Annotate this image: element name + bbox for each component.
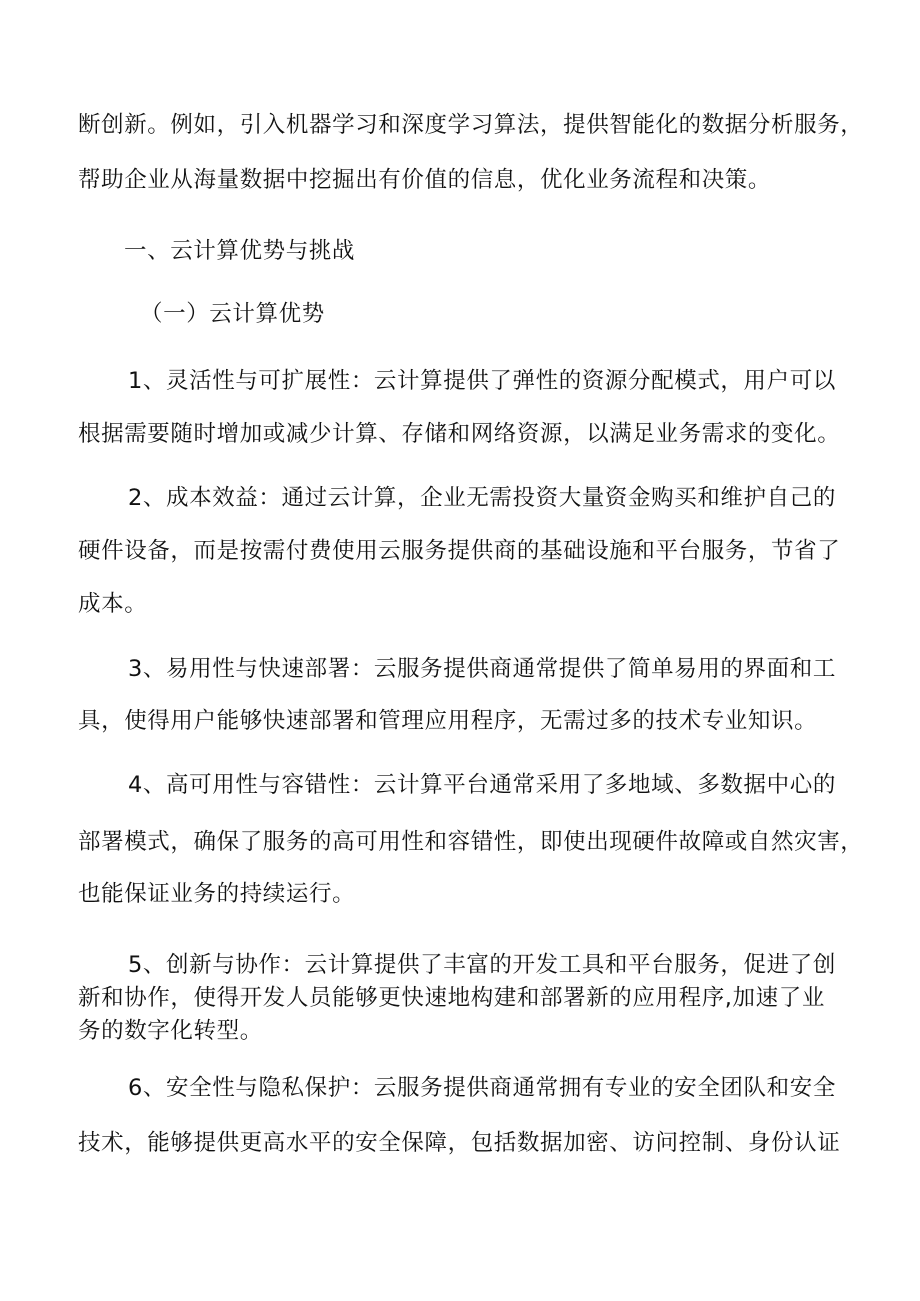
list-item-1-line: 1、灵活性与可扩展性：云计算提供了弹性的资源分配模式，用户可以 <box>128 368 836 394</box>
subsection-heading: （一）云计算优势 <box>140 301 325 327</box>
list-item-1-line: 根据需要随时增加或减少计算、存储和网络资源，以满足业务需求的变化。 <box>78 421 841 447</box>
list-item-3-line: 具，使得用户能够快速部署和管理应用程序，无需过多的技术专业知识。 <box>78 708 818 734</box>
list-item-6-line: 6、安全性与隐私保护：云服务提供商通常拥有专业的安全团队和安全 <box>128 1075 836 1101</box>
list-item-4-line: 4、高可用性与容错性：云计算平台通常采用了多地域、多数据中心的 <box>128 772 836 798</box>
list-item-3-line: 3、易用性与快速部署：云服务提供商通常提供了简单易用的界面和工 <box>128 656 836 682</box>
list-item-5-line: 新和协作，使得开发人员能够更快速地构建和部署新的应用程序,加速了业 <box>78 985 825 1011</box>
section-heading: 一、云计算优势与挑战 <box>124 238 356 264</box>
list-item-6-line: 技术，能够提供更高水平的安全保障，包括数据加密、访问控制、身份认证 <box>78 1130 841 1156</box>
list-item-2-line: 硬件设备，而是按需付费使用云服务提供商的基础设施和平台服务，节省了 <box>78 538 841 564</box>
list-item-4-line: 部署模式，确保了服务的高可用性和容错性，即使出现硬件故障或自然灾害， <box>78 829 864 855</box>
list-item-5-line: 5、创新与协作：云计算提供了丰富的开发工具和平台服务，促进了创 <box>128 952 836 978</box>
paragraph-line: 断创新。例如，引入机器学习和深度学习算法，提供智能化的数据分析服务， <box>78 112 864 138</box>
list-item-2-line: 成本。 <box>78 591 148 617</box>
list-item-2-line: 2、成本效益：通过云计算，企业无需投资大量资金购买和维护自己的 <box>128 485 836 511</box>
list-item-4-line: 也能保证业务的持续运行。 <box>78 881 356 907</box>
paragraph-line: 帮助企业从海量数据中挖掘出有价值的信息，优化业务流程和决策。 <box>78 167 772 193</box>
list-item-5-line: 务的数字化转型。 <box>78 1018 263 1044</box>
